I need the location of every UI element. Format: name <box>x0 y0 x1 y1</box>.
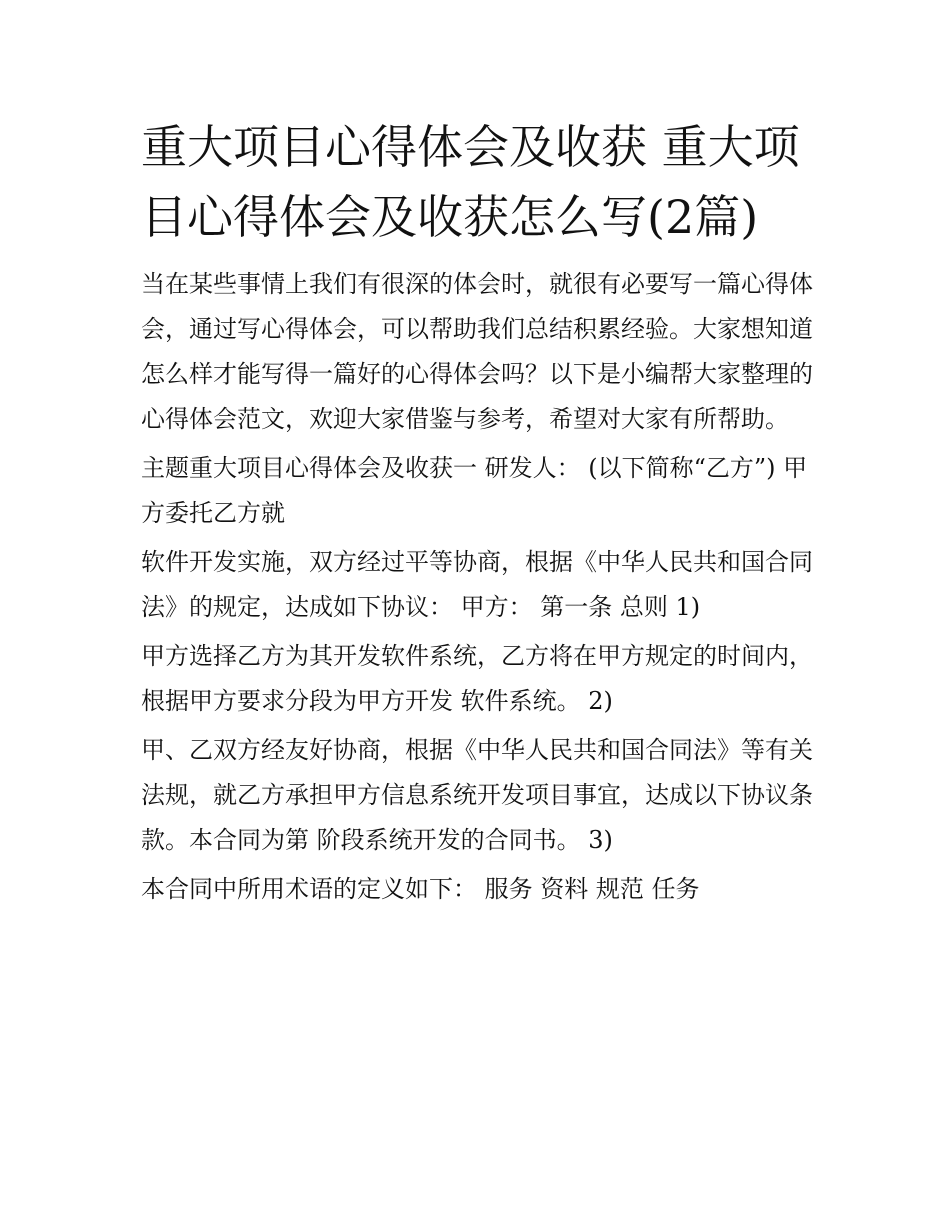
body-paragraph: 主题重大项目心得体会及收获一 研发人： (以下简称“乙方”) 甲方委托乙方就 <box>141 454 808 527</box>
body-paragraph: 甲、乙双方经友好协商，根据《中华人民共和国合同法》等有关法规，就乙方承担甲方信息系统开发项目事宜，达成以下协议条款。本合同为第 阶段系统开发的合同书。 3) <box>141 736 813 854</box>
body-paragraph: 本合同中所用术语的定义如下： 服务 资料 规范 任务 <box>141 875 700 903</box>
document-title: 重大项目心得体会及收获 重大项目心得体会及收获怎么写(2篇) <box>141 120 800 244</box>
body-paragraph: 甲方选择乙方为其开发软件系统，乙方将在甲方规定的时间内，根据甲方要求分段为甲方开发 软件系统。 2) <box>141 642 813 715</box>
document-body <box>141 112 813 912</box>
intro-paragraph: 当在某些事情上我们有很深的体会时，就很有必要写一篇心得体会，通过写心得体会，可以帮助我们总结积累经验。大家想知道怎么样才能写得一篇好的心得体会吗？以下是小编帮大家整理的心得体会范文，欢迎大家借鉴与参考，希望对大家有所帮助。 <box>141 270 813 433</box>
body-paragraph: 软件开发实施，双方经过平等协商，根据《中华人民共和国合同法》的规定，达成如下协议： 甲方： 第一条 总则 1) <box>141 548 813 621</box>
